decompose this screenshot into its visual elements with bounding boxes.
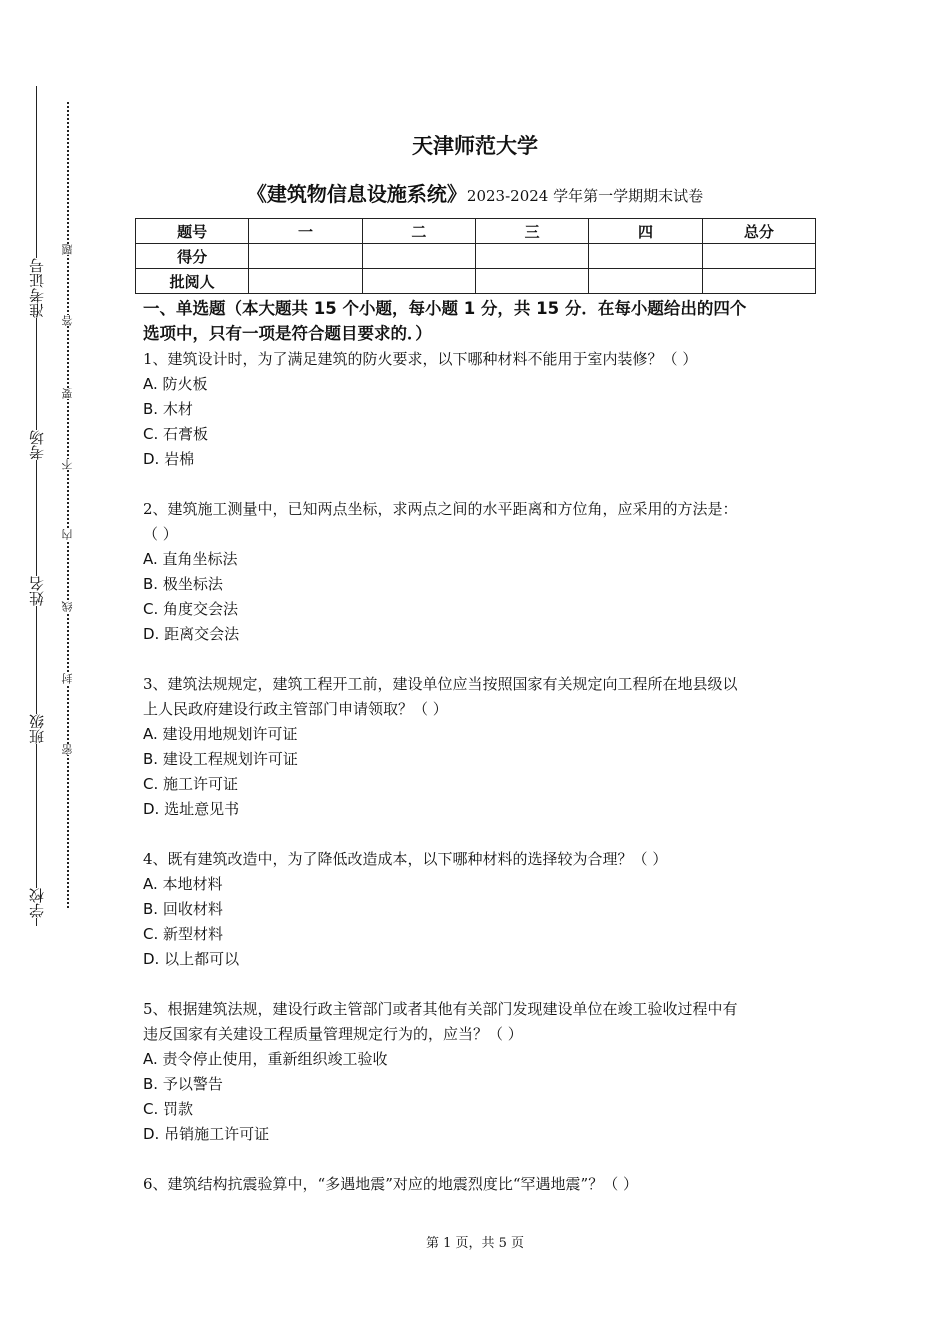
seal-dotted-line <box>67 102 69 908</box>
term-label: 2023-2024 学年第一学期期末试卷 <box>466 187 704 205</box>
option-a[interactable]: A. 直角坐标法 <box>143 550 238 568</box>
option-d[interactable]: D. 以上都可以 <box>143 950 240 968</box>
option-c[interactable]: C. 石膏板 <box>143 425 209 443</box>
reviewer-cell[interactable] <box>249 269 362 294</box>
option-a[interactable]: A. 防火板 <box>143 375 208 393</box>
option-d[interactable]: D. 吊销施工许可证 <box>143 1125 270 1143</box>
reviewer-cell[interactable] <box>589 269 702 294</box>
exam-content <box>143 296 813 1197</box>
table-row-label: 得分 <box>136 244 249 269</box>
question-text: 4、既有建筑改造中，为了降低改造成本，以下哪种材料的选择较为合理？（ ） <box>143 850 668 868</box>
table-header-cell: 四 <box>589 219 702 244</box>
option-c[interactable]: C. 施工许可证 <box>143 775 239 793</box>
score-cell[interactable] <box>589 244 702 269</box>
binding-line <box>36 86 37 926</box>
seal-mark: 不 <box>61 459 74 470</box>
question-text: （ ） <box>143 525 178 543</box>
question-2 <box>143 497 813 647</box>
option-c[interactable]: C. 新型材料 <box>143 925 224 943</box>
option-b[interactable]: B. 回收材料 <box>143 900 223 918</box>
section-heading-line: 选项中，只有一项是符合题目要求的．） <box>143 324 432 343</box>
option-a[interactable]: A. 建设用地规划许可证 <box>143 725 298 743</box>
exam-subtitle <box>0 178 950 207</box>
question-4 <box>143 847 813 972</box>
option-d[interactable]: D. 距离交会法 <box>143 625 240 643</box>
table-header-cell: 总分 <box>702 219 815 244</box>
question-text: 违反国家有关建设工程质量管理规定行为的，应当？（ ） <box>143 1025 523 1043</box>
table-header-cell: 三 <box>475 219 588 244</box>
option-b[interactable]: B. 极坐标法 <box>143 575 223 593</box>
score-table-row <box>136 244 816 269</box>
side-field-exam-room: 考场 <box>28 430 46 460</box>
question-text: 5、根据建筑法规，建设行政主管部门或者其他有关部门发现建设单位在竣工验收过程中有 <box>143 1000 738 1018</box>
score-cell[interactable] <box>475 244 588 269</box>
section-heading-line: 一、单选题（本大题共 15 个小题，每小题 1 分，共 15 分．在每小题给出的四个 <box>143 299 747 318</box>
question-text: 上人民政府建设行政主管部门申请领取？（ ） <box>143 700 448 718</box>
reviewer-cell[interactable] <box>702 269 815 294</box>
question-3 <box>143 672 813 822</box>
side-field-exam-number: 准考证号 <box>28 258 46 318</box>
table-row-label: 批阅人 <box>136 269 249 294</box>
score-cell[interactable] <box>249 244 362 269</box>
question-text: 1、建筑设计时，为了满足建筑的防火要求，以下哪种材料不能用于室内装修？（ ） <box>143 350 698 368</box>
seal-mark: 封 <box>61 673 74 684</box>
question-6 <box>143 1172 813 1197</box>
option-a[interactable]: A. 本地材料 <box>143 875 223 893</box>
reviewer-cell[interactable] <box>362 269 475 294</box>
question-text: 3、建筑法规规定，建筑工程开工前，建设单位应当按照国家有关规定向工程所在地县级以 <box>143 675 738 693</box>
option-b[interactable]: B. 木材 <box>143 400 193 418</box>
option-b[interactable]: B. 建设工程规划许可证 <box>143 750 298 768</box>
option-b[interactable]: B. 予以警告 <box>143 1075 223 1093</box>
score-cell[interactable] <box>702 244 815 269</box>
question-text: 6、建筑结构抗震验算中，“多遇地震”对应的地震烈度比“罕遇地震”？（ ） <box>143 1175 638 1193</box>
score-table <box>135 218 816 294</box>
question-text: 2、建筑施工测量中，已知两点坐标，求两点之间的水平距离和方位角，应采用的方法是： <box>143 500 738 518</box>
seal-mark: 要 <box>61 388 74 399</box>
table-header-cell: 题号 <box>136 219 249 244</box>
side-field-name: 姓名 <box>28 576 46 606</box>
seal-mark: 内 <box>61 529 74 540</box>
reviewer-cell[interactable] <box>475 269 588 294</box>
score-cell[interactable] <box>362 244 475 269</box>
side-field-school: 学校 <box>28 888 46 918</box>
table-header-cell: 一 <box>249 219 362 244</box>
side-field-class: 班级 <box>28 714 46 744</box>
option-d[interactable]: D. 岩棉 <box>143 450 195 468</box>
question-5 <box>143 997 813 1147</box>
section-heading <box>143 296 813 346</box>
seal-mark: 答 <box>61 315 74 326</box>
option-d[interactable]: D. 选址意见书 <box>143 800 240 818</box>
course-name: 《建筑物信息设施系统》 <box>246 182 467 206</box>
option-a[interactable]: A. 责令停止使用，重新组织竣工验收 <box>143 1050 388 1068</box>
seal-mark: 密 <box>61 744 74 755</box>
table-header-cell: 二 <box>362 219 475 244</box>
university-title: 天津师范大学 <box>412 134 538 158</box>
option-c[interactable]: C. 罚款 <box>143 1100 194 1118</box>
question-1 <box>143 347 813 472</box>
score-table-row <box>136 269 816 294</box>
seal-mark: 线 <box>61 601 74 612</box>
seal-mark: 题 <box>61 244 74 255</box>
option-c[interactable]: C. 角度交会法 <box>143 600 239 618</box>
page-footer: 第 1 页，共 5 页 <box>425 1236 525 1251</box>
score-table-header-row <box>136 219 816 244</box>
